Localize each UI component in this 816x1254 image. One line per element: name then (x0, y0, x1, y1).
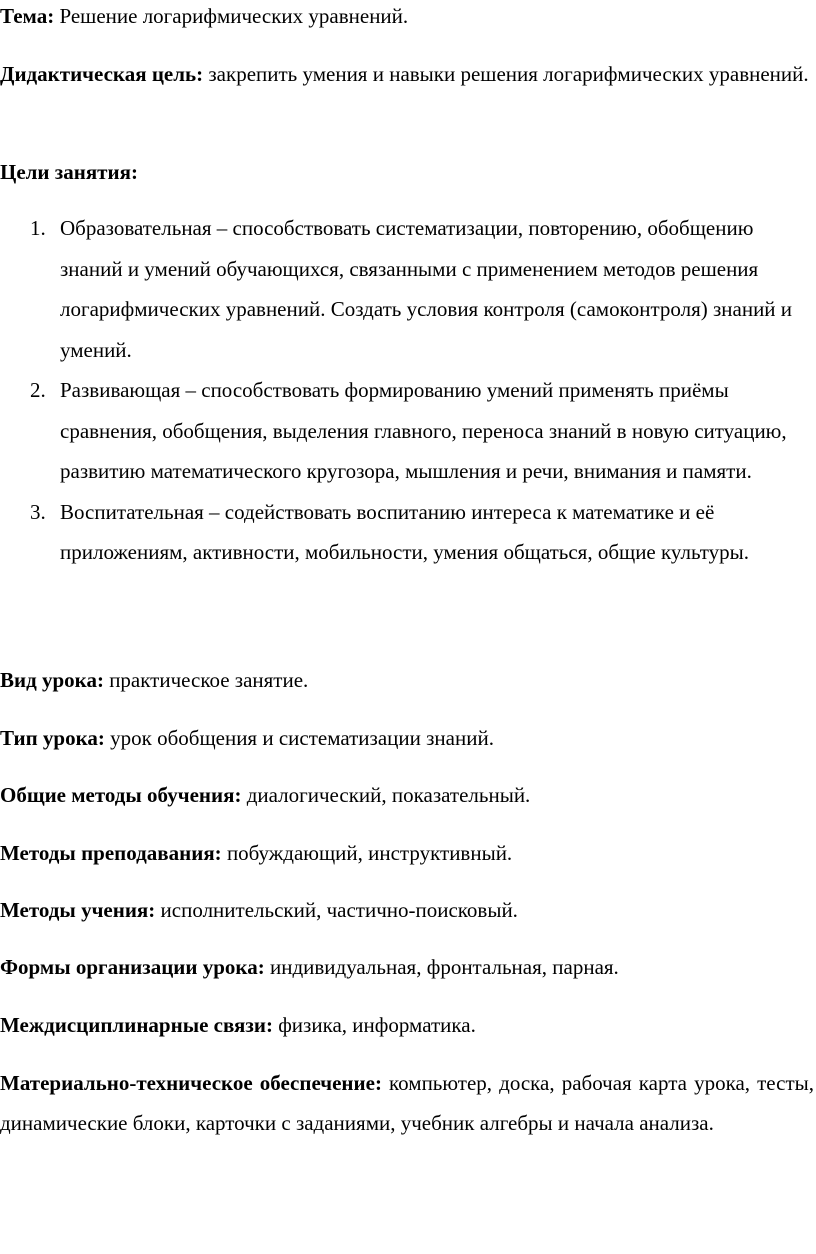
learning-methods-value: исполнительский, частично-поисковый. (155, 898, 518, 922)
lesson-type-line (0, 718, 816, 758)
interdisciplinary-line (0, 1005, 816, 1045)
goal-number: 2. (30, 378, 46, 402)
goal-item-educational (0, 208, 816, 370)
didactic-goal-value: закрепить умения и навыки решения логарифмических уравнений. (203, 62, 809, 86)
general-methods-value: диалогический, показательный. (241, 783, 531, 807)
learning-methods-line (0, 890, 816, 930)
didactic-goal-line (0, 54, 810, 94)
goal-text: Образовательная – способствовать систематизации, повторению, обобщению знаний и умений обучающихся, связанными с применением методов решения логарифмических уравнений. Создать условия контроля (самоконтроля) знаний и умений. (60, 216, 793, 362)
lesson-kind-value: практическое занятие. (103, 668, 309, 692)
organization-forms-line (0, 947, 816, 987)
topic-label: Тема: (0, 4, 55, 28)
lesson-type-label: Тип урока: (0, 726, 105, 750)
equipment-label: Материально-техническое обеспечение: (0, 1071, 382, 1095)
interdisciplinary-label: Междисциплинарные связи: (0, 1013, 273, 1037)
learning-methods-label: Методы учения: (0, 898, 156, 922)
lesson-type-value: урок обобщения и систематизации знаний. (104, 726, 494, 750)
organization-forms-label: Формы организации урока: (0, 955, 265, 979)
general-methods-line (0, 775, 816, 815)
equipment-line (0, 1063, 814, 1143)
equipment-value: компьютер, доска, рабочая карта урока, тесты, динамические блоки, карточки с заданиями, учебник алгебры и начала анализа. (0, 1071, 814, 1135)
goal-text: Воспитательная – содействовать воспитанию интереса к математике и её приложениям, активности, мобильности, умения общаться, общие культуры. (60, 499, 750, 564)
didactic-goal-label: Дидактическая цель: (0, 62, 204, 86)
teaching-methods-value: побуждающий, инструктивный. (221, 841, 513, 865)
goal-item-upbringing (0, 492, 816, 573)
goals-list (0, 208, 816, 573)
interdisciplinary-value: физика, информатика. (272, 1013, 476, 1037)
topic-value: Решение логарифмических уравнений. (54, 4, 409, 28)
teaching-methods-label: Методы преподавания: (0, 841, 222, 865)
goal-number: 3. (30, 499, 46, 524)
goal-text: Развивающая – способствовать формированию умений применять приёмы сравнения, обобщения, выделения главного, переноса знаний в новую ситуацию, развитию математического кругозора, мышления и речи, внимания и памяти. (60, 378, 787, 483)
lesson-kind-label: Вид урока: (0, 668, 104, 692)
general-methods-label: Общие методы обучения: (0, 783, 242, 807)
teaching-methods-line (0, 833, 816, 873)
goals-heading: Цели занятия: (0, 160, 138, 184)
organization-forms-value: индивидуальная, фронтальная, парная. (264, 955, 619, 979)
topic-line (0, 0, 816, 36)
goal-item-developmental (0, 370, 816, 492)
lesson-kind-line (0, 660, 816, 700)
goal-number: 1. (30, 216, 46, 240)
